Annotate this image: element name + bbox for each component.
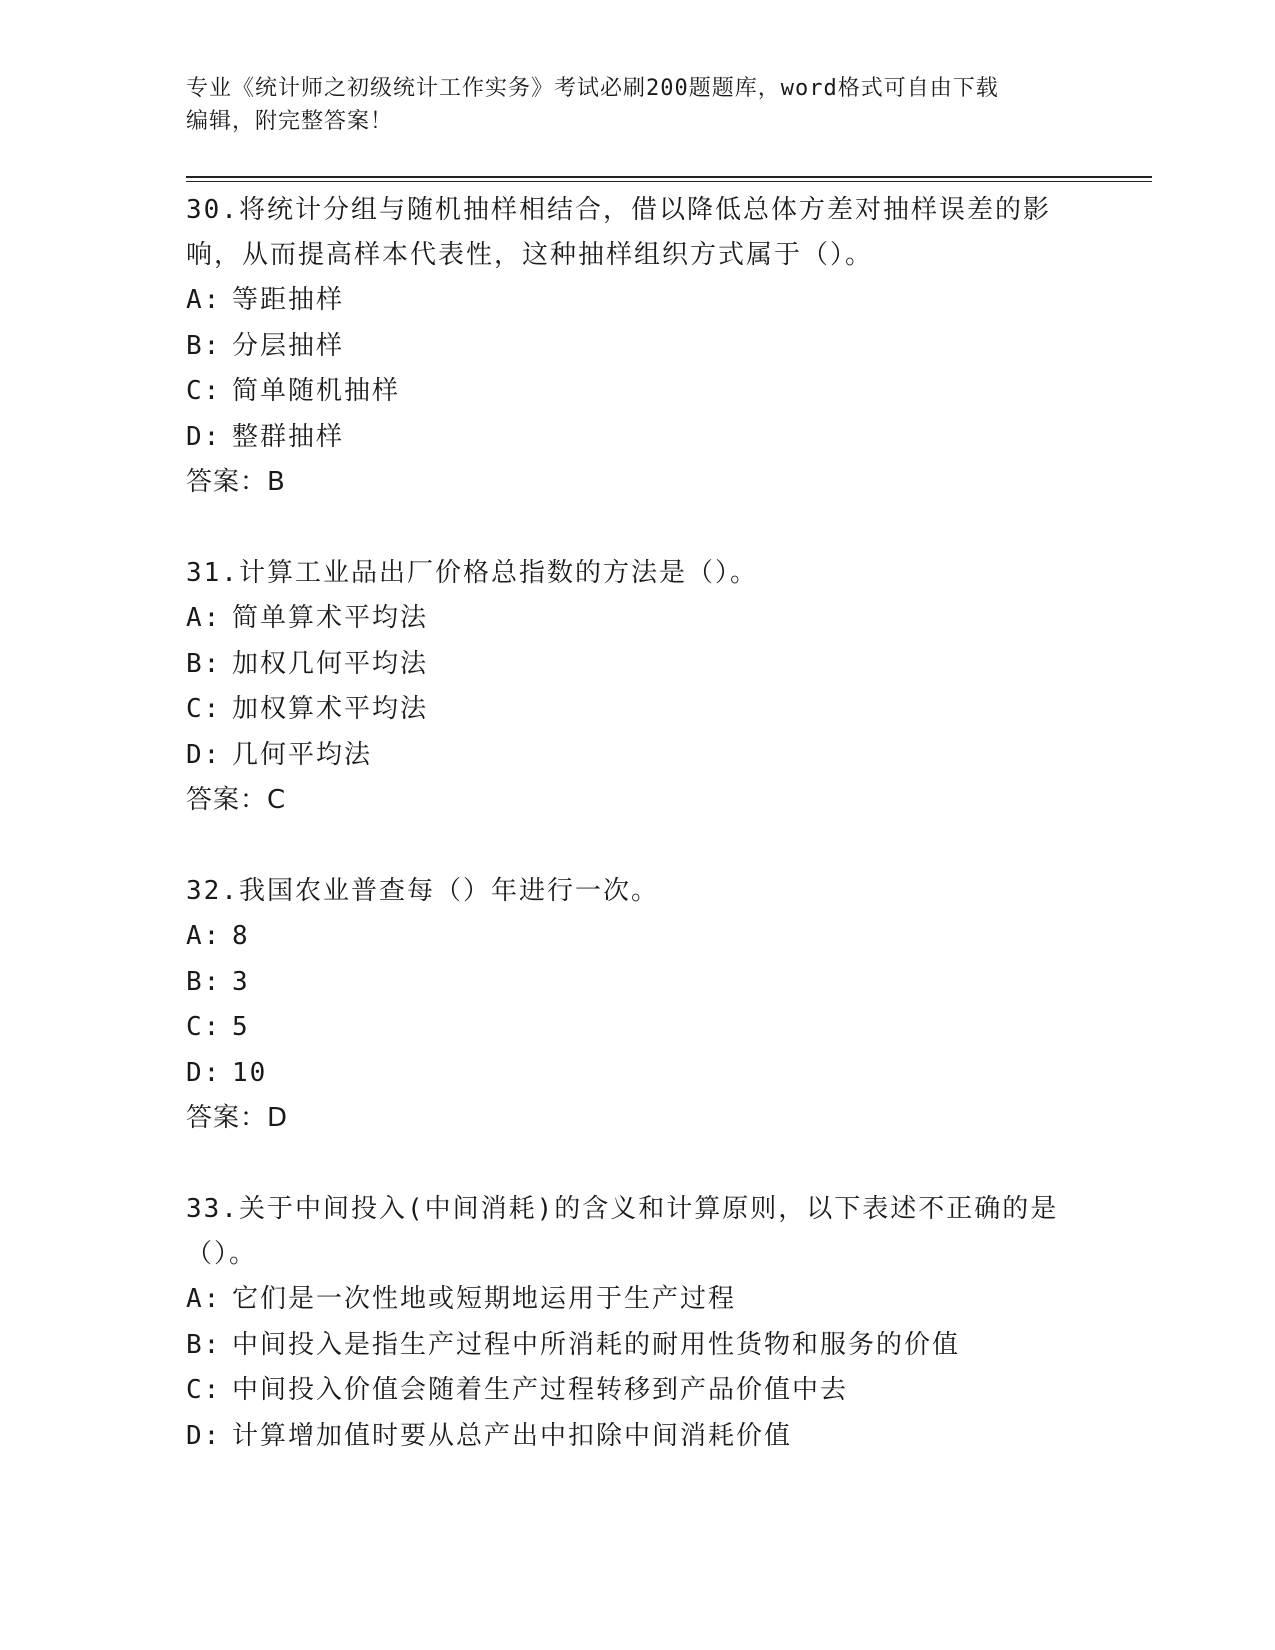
option-c [186,1005,1086,1051]
option-letter: D: [186,739,222,770]
option-d [186,1051,1086,1097]
option-letter: C: [186,694,222,724]
option-text: 3 [232,966,250,997]
option-text: 整群抽样 [232,421,345,452]
option-text: 分层抽样 [232,330,345,361]
option-letter: C: [186,1375,222,1405]
option-text: 中间投入是指生产过程中所消耗的耐用性货物和服务的价值 [232,1329,961,1360]
answer-line: 答案：C [186,785,287,815]
option-d [186,415,1086,461]
option-letter: D: [186,421,222,452]
option-text: 简单算术平均法 [232,603,429,633]
option-letter: C: [186,376,222,406]
option-a [186,596,1086,642]
question-31 [186,551,1086,823]
option-letter: D: [186,1057,222,1088]
option-letter: A: [186,921,222,951]
question-stem-line-2: （）。 [186,1239,258,1269]
question-list [186,188,1086,1505]
option-letter: B: [186,966,222,997]
option-letter: B: [186,330,222,361]
option-letter: A: [186,285,222,315]
answer-line: 答案：B [186,467,286,497]
question-stem-line-1: 31.计算工业品出厂价格总指数的方法是（）。 [186,558,758,588]
option-b [186,324,1086,370]
document-header [186,72,1066,138]
option-text: 等距抽样 [232,285,345,315]
option-text: 8 [232,921,250,951]
question-stem-line-1: 33.关于中间投入(中间消耗)的含义和计算原则，以下表述不正确的是 [186,1194,1059,1224]
option-text: 它们是一次性地或短期地运用于生产过程 [232,1284,737,1314]
option-c [186,369,1086,415]
question-stem-line-1: 30.将统计分组与随机抽样相结合，借以降低总体方差对抽样误差的影 [186,195,1051,225]
option-d [186,1414,1086,1460]
option-text: 加权几何平均法 [232,648,429,679]
option-text: 5 [232,1012,250,1042]
option-b [186,960,1086,1006]
answer-line: 答案：D [186,1103,289,1133]
option-b [186,642,1086,688]
question-33 [186,1187,1086,1459]
option-letter: C: [186,1012,222,1042]
header-divider-thick [186,176,1152,178]
option-c [186,1368,1086,1414]
option-text: 加权算术平均法 [232,694,429,724]
question-30 [186,188,1086,505]
option-letter: A: [186,1284,222,1314]
question-stem-line-1: 32.我国农业普查每（）年进行一次。 [186,876,659,906]
option-letter: B: [186,648,222,679]
question-32 [186,869,1086,1141]
option-a [186,1277,1086,1323]
header-line-2: 编辑，附完整答案！ [186,109,394,134]
question-stem-line-2: 响，从而提高样本代表性，这种抽样组织方式属于（）。 [186,240,874,270]
header-divider-thin [186,181,1152,182]
option-text: 几何平均法 [232,739,373,770]
option-b [186,1323,1086,1369]
option-a [186,914,1086,960]
header-line-1: 专业《统计师之初级统计工作实务》考试必刷200题题库，word格式可自由下载 [186,76,999,101]
option-a [186,278,1086,324]
option-c [186,687,1086,733]
option-letter: A: [186,603,222,633]
option-text: 计算增加值时要从总产出中扣除中间消耗价值 [232,1420,793,1451]
option-text: 10 [232,1057,268,1088]
option-d [186,733,1086,779]
option-letter: D: [186,1420,222,1451]
option-text: 中间投入价值会随着生产过程转移到产品价值中去 [232,1375,849,1405]
option-letter: B: [186,1329,222,1360]
option-text: 简单随机抽样 [232,376,401,406]
